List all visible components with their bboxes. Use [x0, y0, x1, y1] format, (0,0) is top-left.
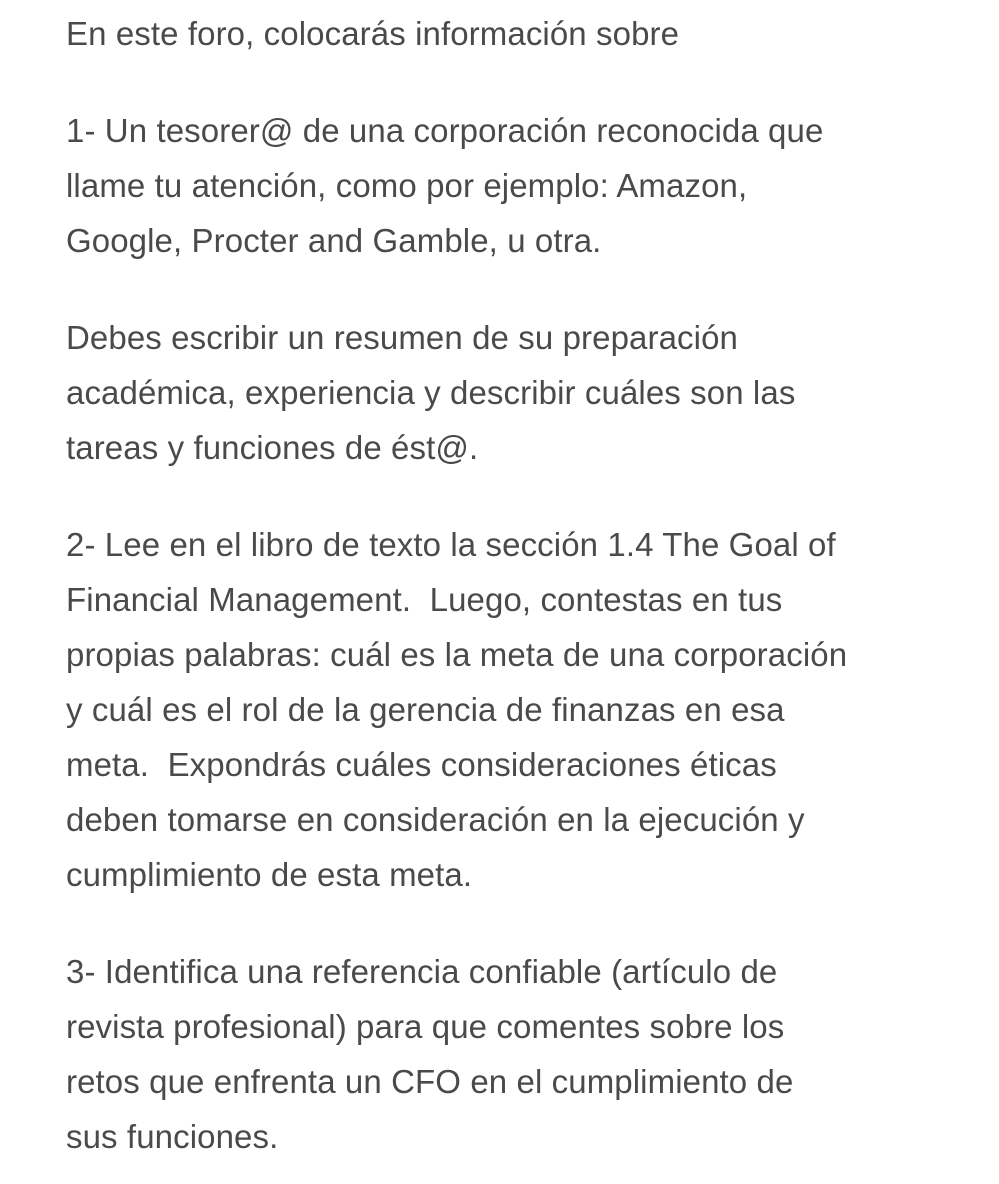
item-3-paragraph: 3- Identifica una referencia confiable (artículo de revista profesional) para que comentes sobre los retos que enfrenta un CFO en el cumplimiento de sus funciones. [66, 953, 794, 1155]
item-2-paragraph: 2- Lee en el libro de texto la sección 1.4 The Goal of Financial Management. Luego, contestas en tus propias palabras: cuál es la meta de una corporación y cuál es el rol de la gerencia de finanzas en esa meta. Expondrás cuáles consideraciones éticas deben tomarse en consideración en la ejecución y cumplimiento de esta meta. [66, 526, 848, 893]
item-1-paragraph: 1- Un tesorer@ de una corporación reconocida que llame tu atención, como por ejemplo: Amazon, Google, Procter and Gamble, u otra. [66, 112, 824, 259]
forum-instructions [66, 6, 966, 1164]
item-1-details-paragraph: Debes escribir un resumen de su preparación académica, experiencia y describir cuáles son las tareas y funciones de ést@. [66, 319, 796, 466]
intro-paragraph: En este foro, colocarás información sobre [66, 15, 680, 52]
